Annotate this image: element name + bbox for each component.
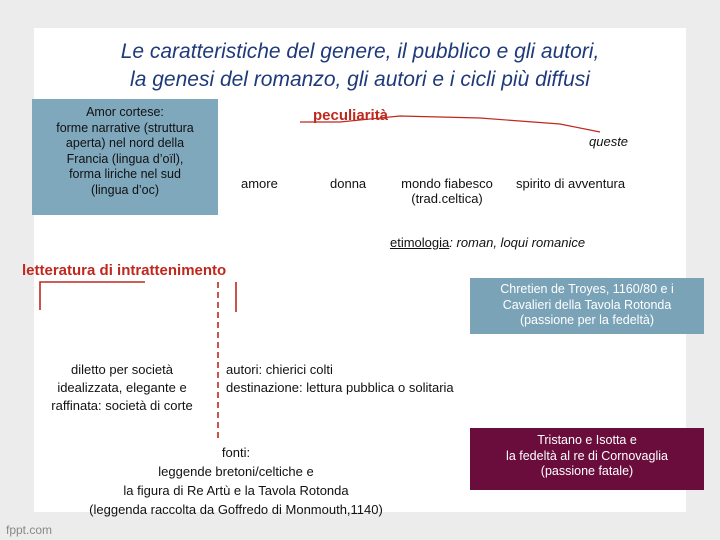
letteratura-heading: letteratura di intrattenimento <box>22 262 227 279</box>
spirito-label: spirito di avventura <box>516 176 626 191</box>
fonti-line: (leggenda raccolta da Goffredo di Monmouth,1140) <box>89 502 383 517</box>
peculiarita-label: peculiarità <box>313 107 389 124</box>
amor-line: forma liriche nel sud <box>69 167 181 181</box>
chretien-line: Chretien de Troyes, 1160/80 e i <box>500 282 674 296</box>
title-line-1: Le caratteristiche del genere, il pubblico e gli autori, <box>120 40 600 63</box>
diletto-line: diletto per società <box>71 362 173 377</box>
etimologia-label: etimologia <box>390 235 450 250</box>
chretien-line: (passione per la fedeltà) <box>519 313 655 327</box>
tristano-line: (passione fatale) <box>540 464 634 478</box>
diletto-text <box>30 361 214 415</box>
amor-line: (lingua d’oc) <box>90 182 160 197</box>
autori-line-1: autori: chierici colti <box>226 362 333 377</box>
tristano-line: Tristano e Isotta e <box>537 433 637 447</box>
footer-watermark: fppt.com <box>6 523 53 537</box>
fonti-line: leggende bretoni/celtiche e <box>158 464 314 479</box>
mondo-line-1: mondo fiabesco <box>401 176 493 191</box>
tristano-box <box>470 428 704 490</box>
amor-line: Francia (lingua d’oïl), <box>66 151 184 166</box>
autori-text <box>226 361 454 397</box>
amor-line: forme narrative (struttura <box>56 120 194 135</box>
etimologia-line <box>390 235 585 250</box>
title-line-2: la genesi del romanzo, gli autori e i cicli più diffusi <box>130 68 590 91</box>
tristano-line: la fedeltà al re di Cornovaglia <box>506 448 668 463</box>
fonti-text <box>56 443 416 519</box>
diletto-line: raffinata: società di corte <box>51 398 193 413</box>
donna-label: donna <box>330 176 367 191</box>
amor-line: aperta) nel nord della <box>65 136 185 150</box>
mondo-line-2: (trad.celtica) <box>411 191 483 206</box>
amore-label: amore <box>241 176 278 191</box>
chretien-box <box>470 278 704 334</box>
fonti-line: fonti: <box>221 445 251 460</box>
chretien-line: Cavalieri della Tavola Rotonda <box>502 297 672 312</box>
fonti-line: la figura di Re Artù e la Tavola Rotonda <box>123 483 349 498</box>
queste-label: queste <box>589 134 629 149</box>
diletto-line: idealizzata, elegante e <box>57 380 187 395</box>
mondo-fiabesco-label <box>392 176 502 206</box>
amor-line: Amor cortese: <box>86 105 164 119</box>
diletto-connector <box>40 282 145 310</box>
etimologia-text: : roman, loqui romanice <box>449 235 586 250</box>
autori-line-2: destinazione: lettura pubblica o solitaria <box>226 380 454 395</box>
